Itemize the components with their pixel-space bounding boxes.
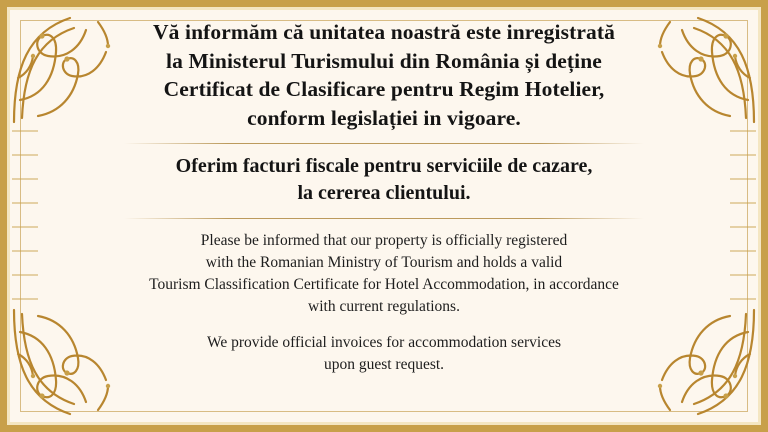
english-secondary-line-2: upon guest request.: [323, 355, 445, 373]
english-secondary-line-1: We provide official invoices for accommodation services: [207, 333, 561, 351]
romanian-primary-line-4: conform legislației in vigoare.: [247, 105, 521, 130]
romanian-primary-line-2: la Ministerul Turismului din România și deține: [166, 48, 602, 73]
romanian-primary-paragraph: [153, 18, 615, 132]
english-primary-line-2: with the Romanian Ministry of Tourism and holds a valid: [205, 253, 563, 271]
romanian-secondary-line-1: Oferim facturi fiscale pentru serviciile de cazare,: [175, 155, 593, 178]
romanian-secondary-line-2: la cererea clientului.: [297, 181, 471, 204]
romanian-secondary-paragraph: [176, 153, 593, 206]
romanian-primary-line-3: Certificat de Clasificare pentru Regim Hotelier,: [163, 77, 605, 102]
romanian-primary-line-1: Vă informăm că unitatea noastră este inregistrată: [153, 20, 615, 44]
divider-rule-top: [124, 143, 644, 144]
english-primary-paragraph: [149, 230, 619, 318]
divider-rule-bottom: [124, 218, 644, 219]
english-secondary-paragraph: [207, 332, 561, 376]
notice-content: [64, 8, 704, 424]
english-primary-line-1: Please be informed that our property is officially registered: [200, 231, 568, 249]
english-primary-line-3: Tourism Classification Certificate for Hotel Accommodation, in accordance: [149, 275, 619, 293]
english-primary-line-4: with current regulations.: [308, 297, 460, 315]
